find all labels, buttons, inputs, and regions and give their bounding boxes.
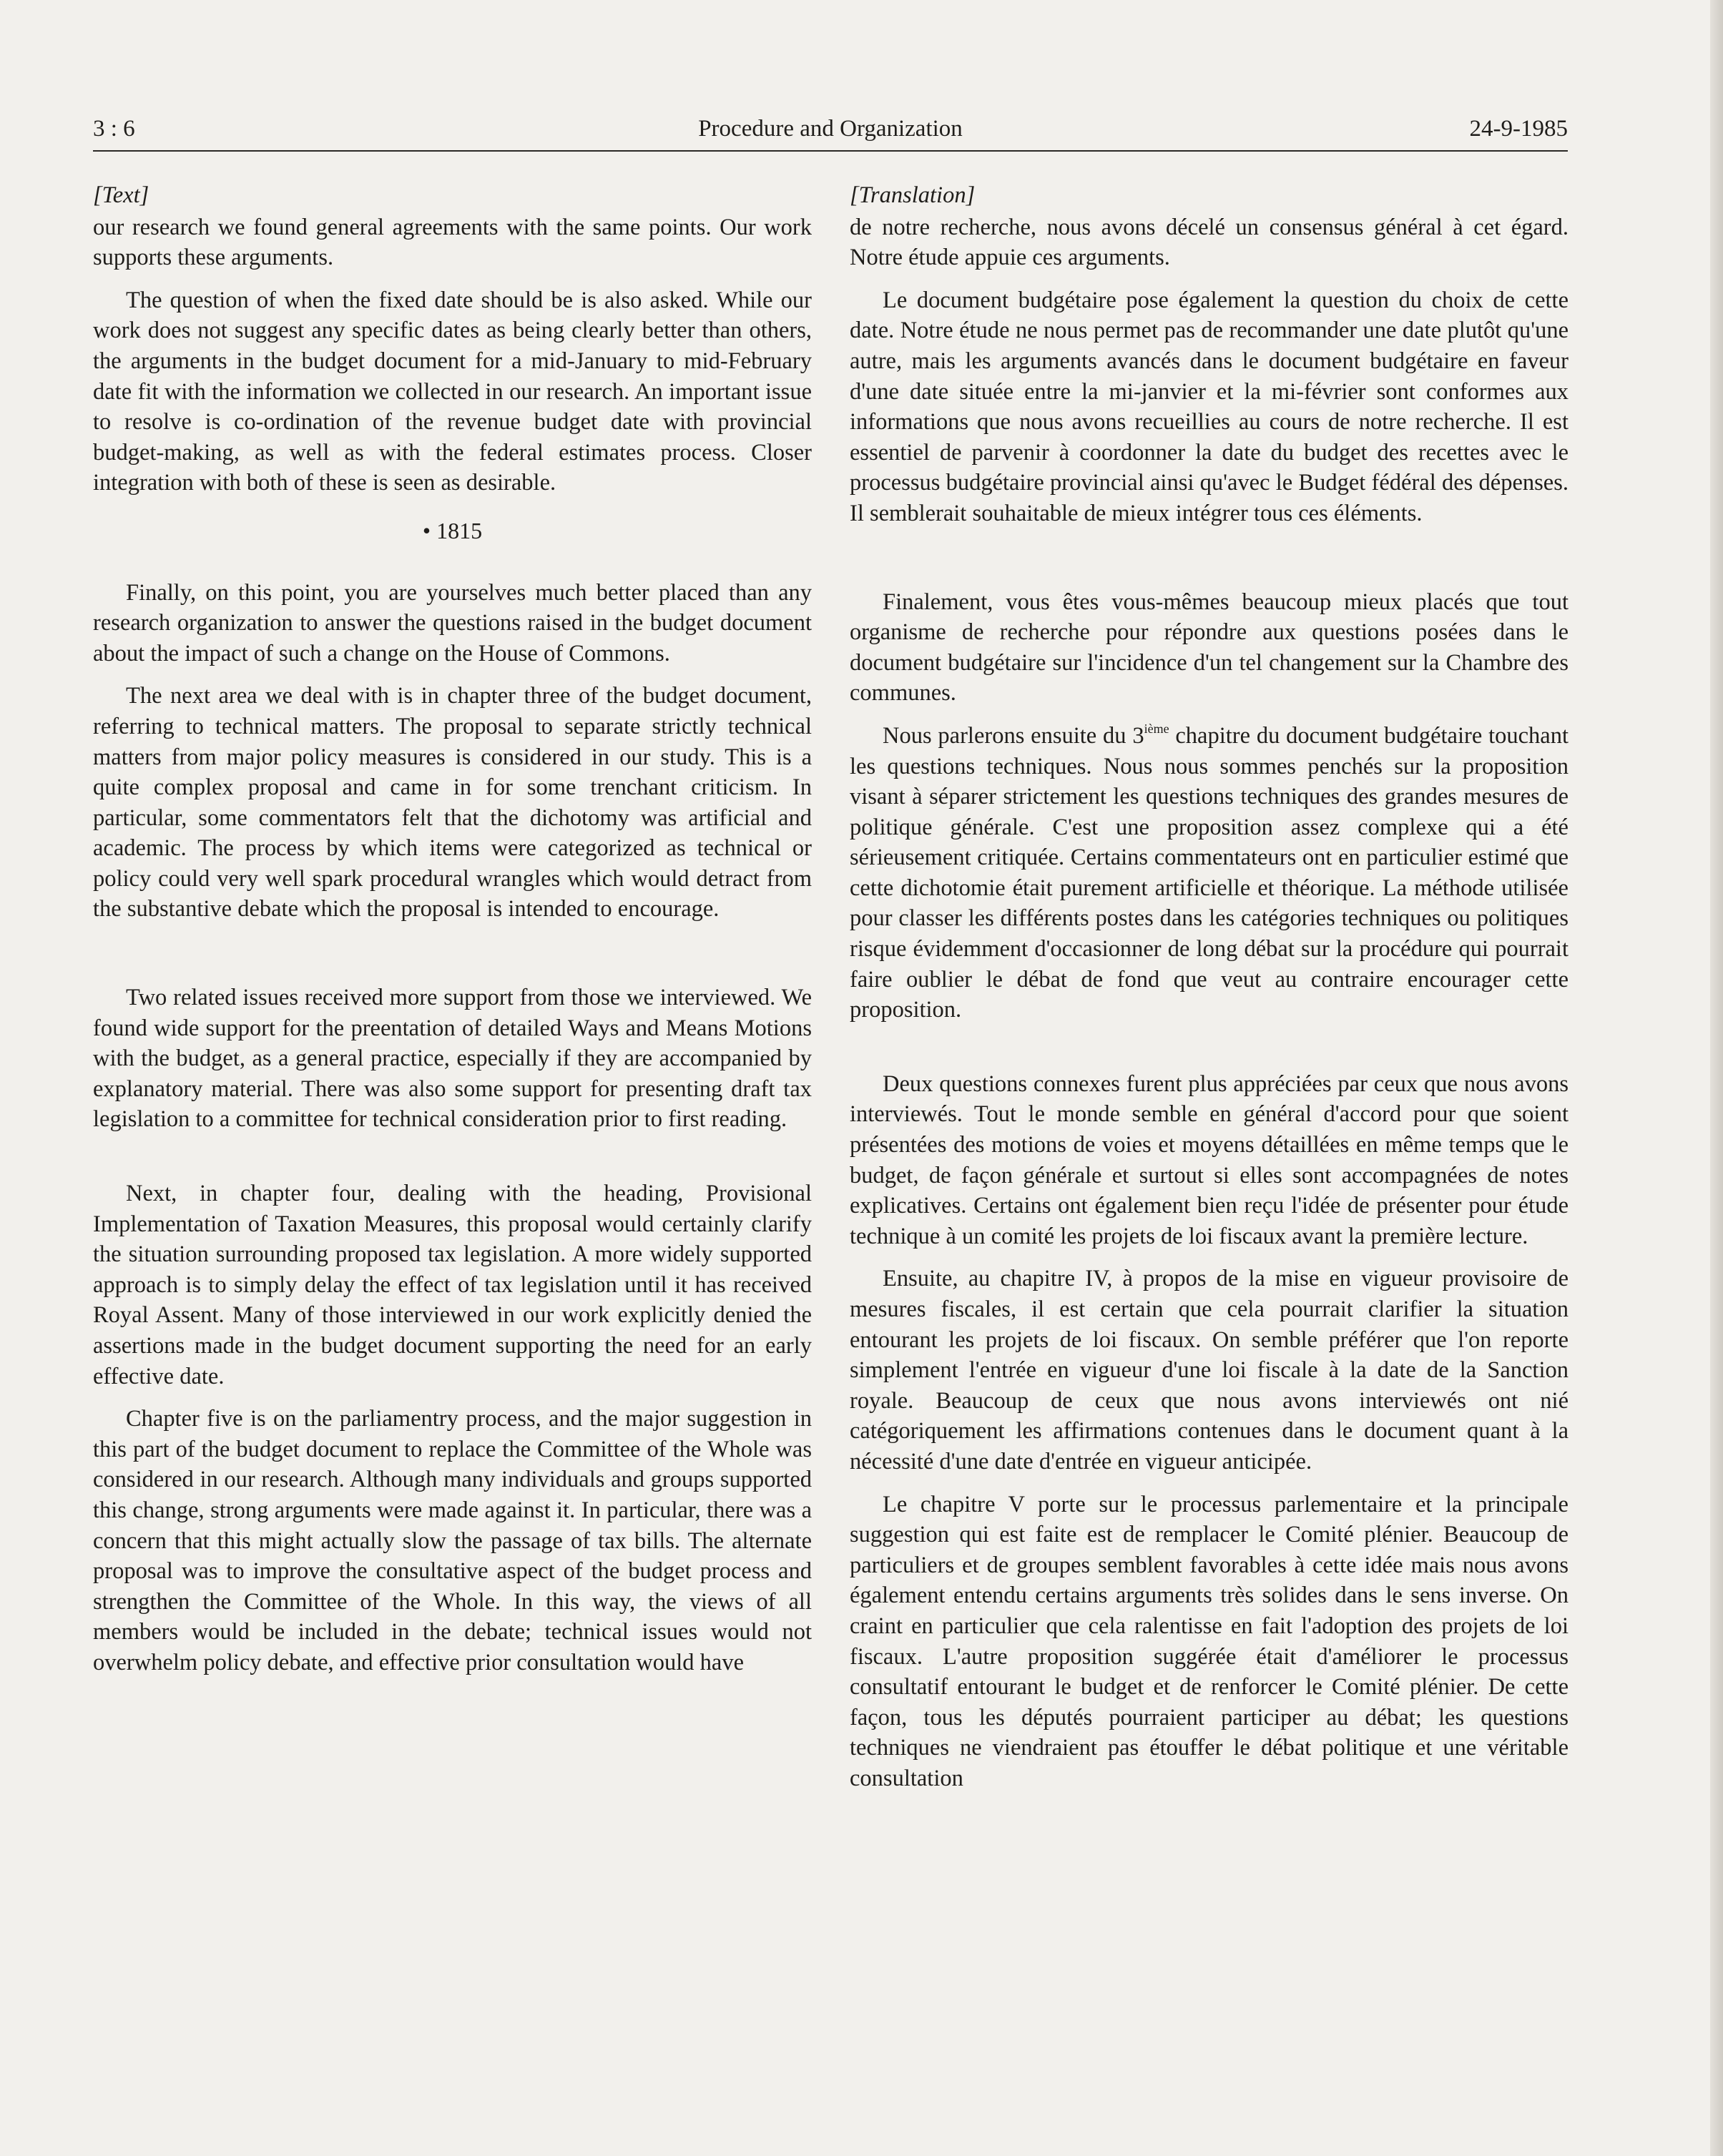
french-column [850, 180, 1569, 1806]
superscript: ième [1144, 721, 1169, 736]
page-date: 24-9-1985 [1469, 116, 1568, 142]
paragraph: Two related issues received more support from those we interviewed. We found wide support for the preentation of detailed Ways and Means Motions with the budget, as a general practice, especially if they are accompanied by explanatory material. There was also some support for presenting draft tax legislation to a committee for technical consideration prior to first reading. [93, 985, 812, 1133]
spacer [850, 541, 1569, 587]
text-tag: [Text] [93, 182, 149, 208]
paragraph: Ensuite, au chapitre IV, à propos de la mise en vigueur provisoire de mesures fiscales, il est certain que cela pourrait clarifier la situation entourant les projets de loi fiscaux. On semble préférer que l'on reporte simplement l'entrée en vigueur d'une loi fiscale à la date de la Sanction royale. Beaucoup de ceux que nous avons interviewés ont nié catégoriquement les affirmations contenues dans le document quant à la nécessité d'une date d'entrée en vigueur anticipée. [850, 1266, 1569, 1475]
page-number: 3 : 6 [93, 116, 135, 142]
paragraph-rest: chapitre du document budgétaire touchant les questions techniques. Nous nous sommes penchés sur la proposition visant à séparer strictement les questions techniques des grandes mesures de politique générale. C'est une proposition assez complexe qui a été sérieusement critiquée. Certains commentateurs ont en particulier estimé que cette dichotomie était purement artificielle et théorique. La méthode utilisée pour classer les différents postes dans les catégories techniques ou politiques risque évidemment d'occasionner de long débat sur la procédure qui pourrait faire oublier le débat de fond que veut au contraire encourager cette proposition. [850, 722, 1569, 1023]
spacer [850, 1038, 1569, 1069]
paragraph-lead: Nous parlerons ensuite du 3 [883, 722, 1144, 749]
spacer [93, 937, 812, 983]
english-column [93, 180, 812, 1690]
paragraph: Finally, on this point, you are yourselves much better placed than any research organization to answer the questions raised in the budget document about the impact of such a change on the House of Commons. [93, 579, 812, 666]
page-edge-shadow [1710, 0, 1723, 2156]
paragraph: Chapter five is on the parliamentry process, and the major suggestion in this part of the budget document to replace the Committee of the Whole was considered in our research. Although many individuals and groups supported this change, strong arguments were made against it. In particular, there was a concern that this might actually slow the passage of tax bills. The alternate proposal was to improve the consultative aspect of the budget process and strengthen the Committee of the Whole. In this way, the views of all members would be included in the debate; technical issues would not overwhelm policy debate, and effective prior consultation would have [93, 1406, 812, 1675]
paragraph: de notre recherche, nous avons décelé un consensus général à cet égard. Notre étude appuie ces arguments. [850, 214, 1569, 271]
paragraph: Le chapitre V porte sur le processus parlementaire et la principale suggestion qui est faite est de remplacer le Comité plénier. Beaucoup de particuliers et de groupes semblent favorables à cette idée mais nous avons également entendu certains arguments très solides dans le sens inverse. On craint en particulier que cela ralentisse en fait l'adoption des projets de loi fiscaux. L'autre proposition suggérée était d'améliorer le processus consultatif entourant le budget et de renforcer le Comité plénier. De cette façon, tous les députés pourraient participer au débat; les questions techniques ne viendraient pas étouffer le débat politique et une véritable consultation [850, 1491, 1569, 1791]
time-marker: • 1815 [422, 517, 483, 543]
paragraph: Finalement, vous êtes vous-mêmes beaucoup mieux placés que tout organisme de recherche pour répondre aux questions posées dans le document budgétaire sur l'incidence d'un tel changement sur la Chambre des communes. [850, 589, 1569, 707]
page-title: Procedure and Organization [698, 116, 963, 142]
spacer [93, 1147, 812, 1178]
paragraph: Next, in chapter four, dealing with the heading, Provisional Implementation of Taxation Measures, this proposal would certainly clarify the situation surrounding proposed tax legislation. A more widely supported approach is to simply delay the effect of tax legislation until it has received Royal Assent. Many of those interviewed in our work explicitly denied the assertions made in the budget document supporting the need for an early effective date. [93, 1181, 812, 1389]
paragraph: Deux questions connexes furent plus appréciées par ceux que nous avons interviewés. Tout le monde semble en général d'accord pour que soient présentées des motions de voies et moyens détaillées en même temps que le budget, de façon générale et surtout si elles sont accompagnées de notes explicatives. Certains ont également bien reçu l'idée de présenter pour étude technique à un comité les projets de loi fiscaux avant la première lecture. [850, 1070, 1569, 1249]
paragraph: Le document budgétaire pose également la question du choix de cette date. Notre étude ne nous permet pas de recommander une date plutôt qu'une autre, mais les arguments avancés dans le document budgétaire en faveur d'une date située entre la mi-janvier et la mi-février sont conformes aux informations que nous avons recueillies au cours de notre recherche. Il est essentiel de parvenir à coordonner la date du budget des recettes avec le processus budgétaire provincial ainsi qu'avec le Budget fédéral des dépenses. Il semblerait souhaitable de mieux intégrer tous ces éléments. [850, 287, 1569, 526]
paragraph: our research we found general agreements with the same points. Our work supports these arguments. [93, 214, 812, 271]
page-header [93, 114, 1568, 152]
translation-tag: [Translation] [850, 182, 976, 208]
paragraph: The next area we deal with is in chapter three of the budget document, referring to technical matters. The proposal to separate strictly technical matters from major policy measures is considered in our study. This is a quite complex proposal and came in for some trenchant criticism. In particular, some commentators felt that the dichotomy was artificial and academic. The process by which items were categorized as technical or policy could very well spark procedural wrangles which would detract from the substantive debate which the proposal is intended to encourage. [93, 683, 812, 922]
paragraph [850, 721, 1569, 1025]
paragraph: The question of when the fixed date should be is also asked. While our work does not suggest any specific dates as being clearly better than others, the arguments in the budget document for a mid-January to mid-February date fit with the information we collected in our research. An important issue to resolve is co-ordination of the revenue budget date with provincial budget-making, as well as with the federal estimates process. Closer integration with both of these is seen as desirable. [93, 287, 812, 496]
